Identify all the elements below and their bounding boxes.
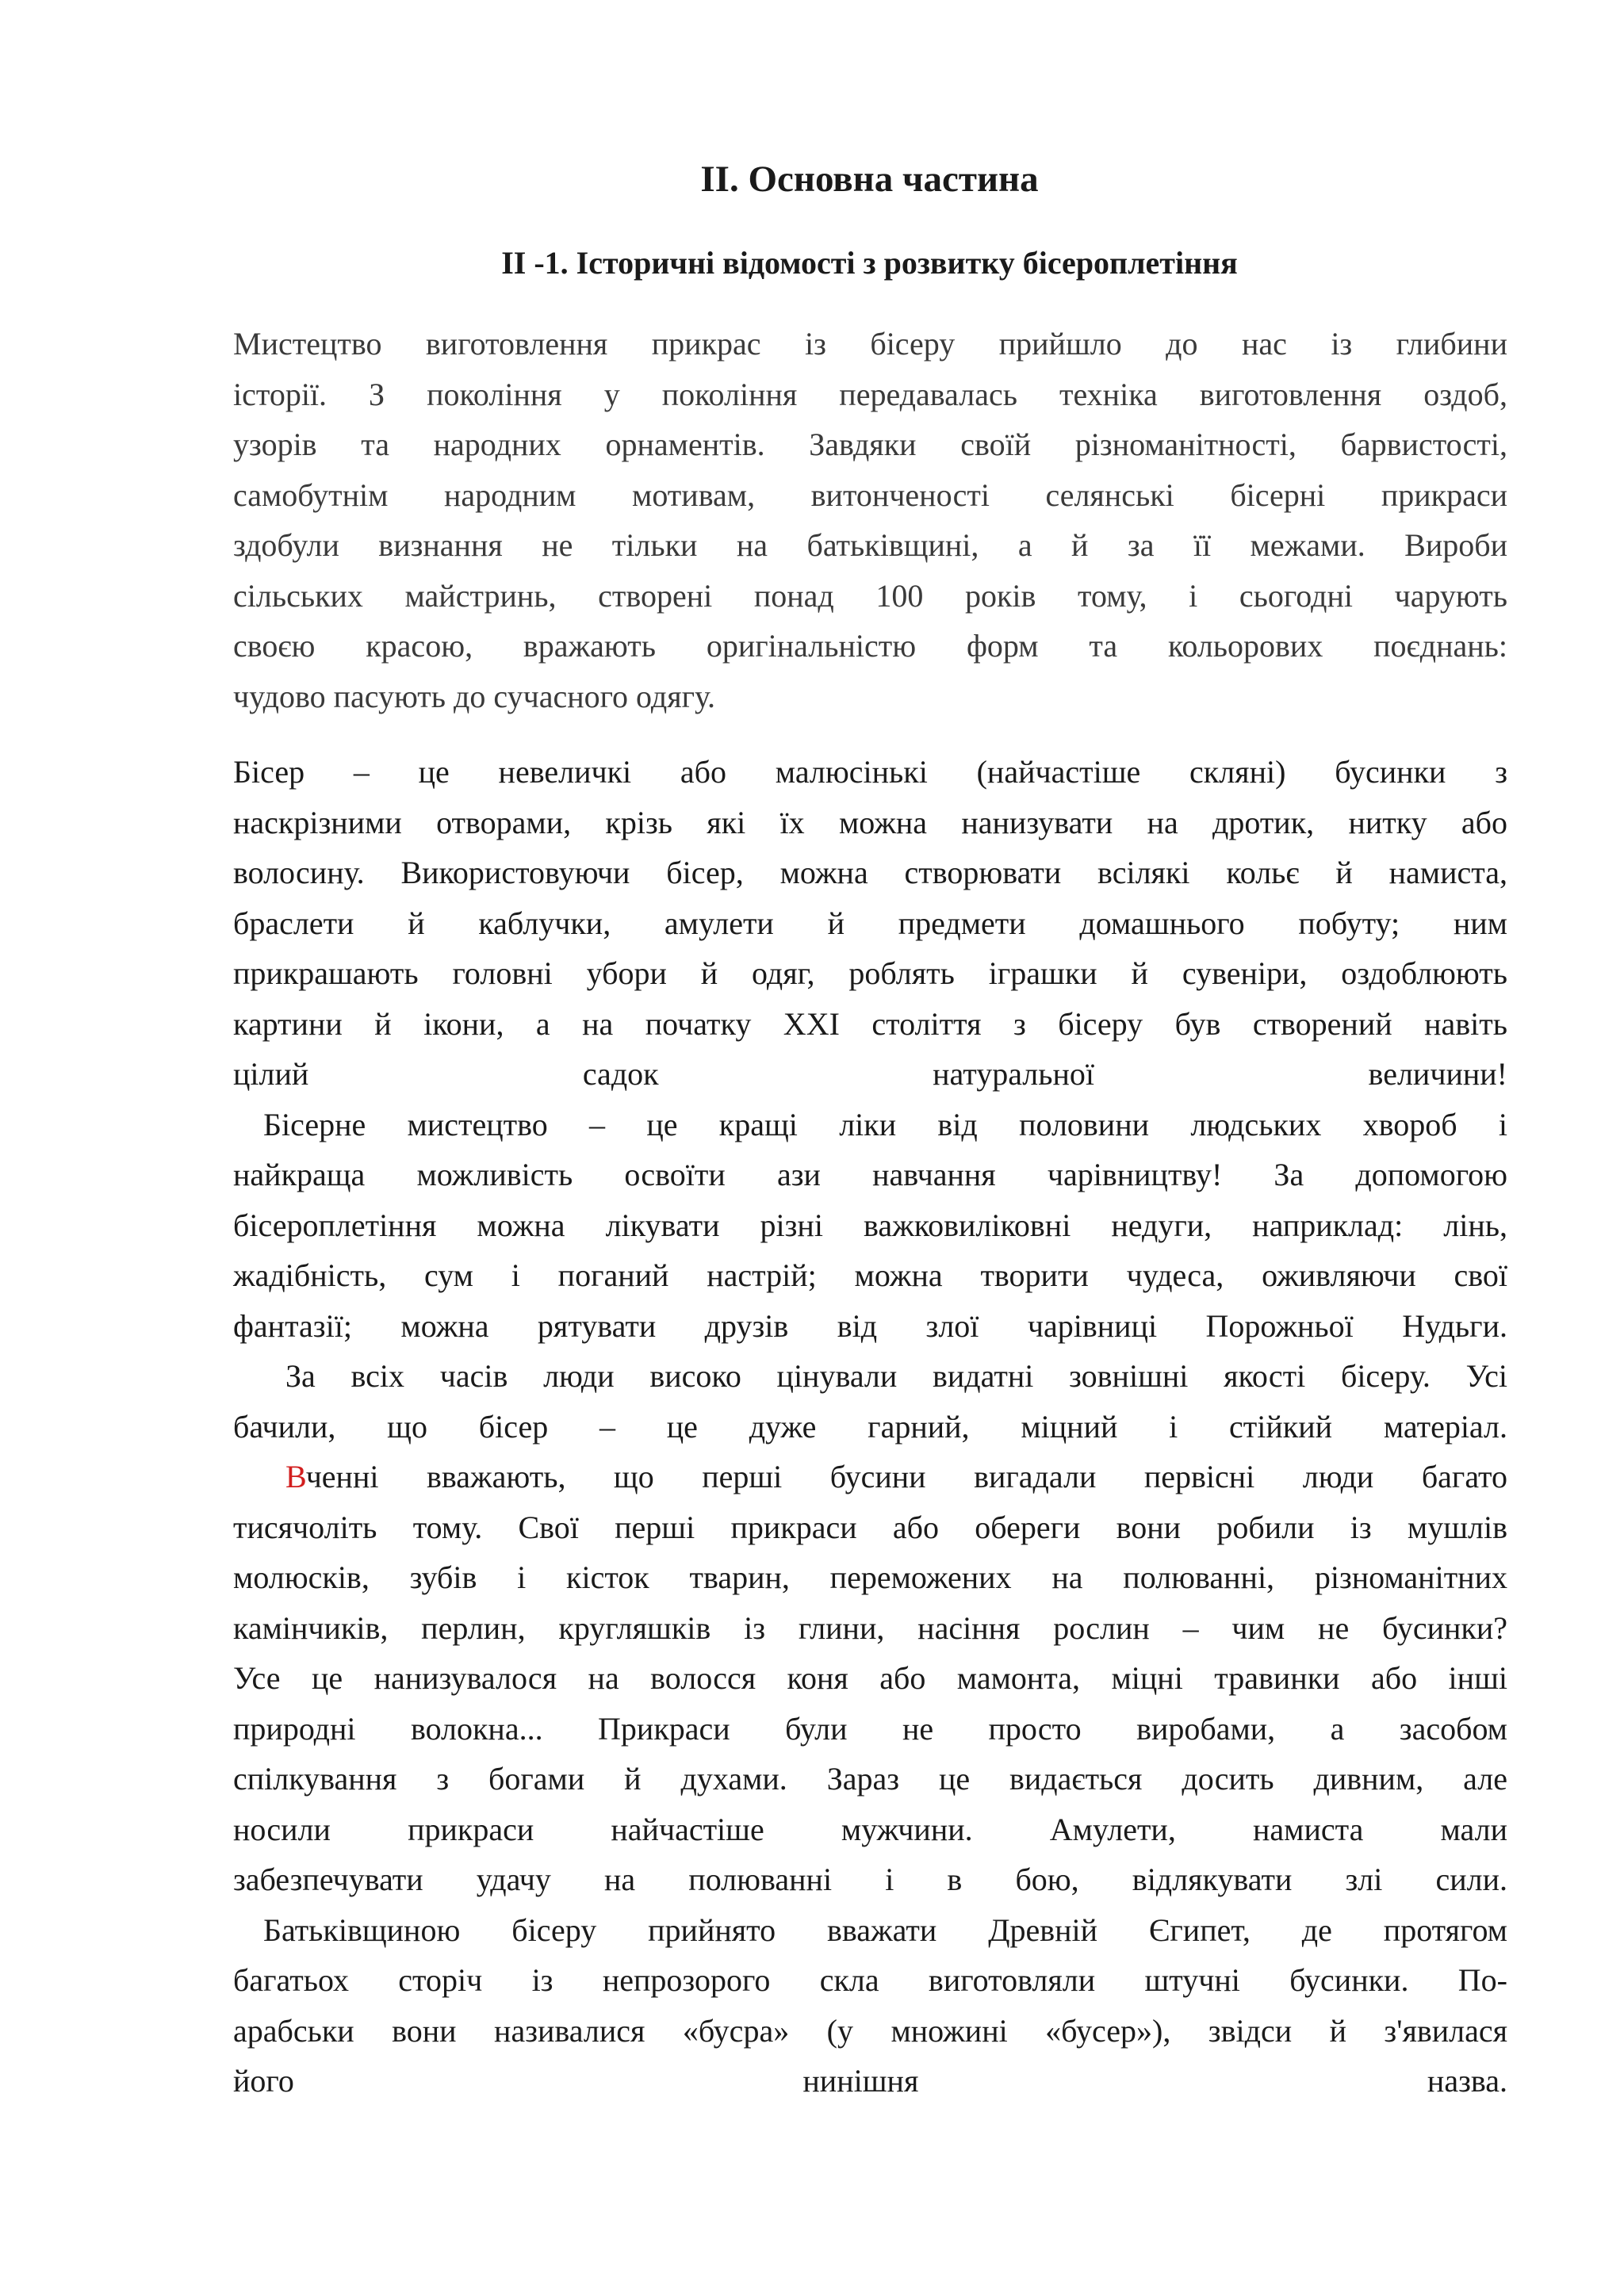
red-drop-letter: В (285, 1459, 306, 1494)
paragraph-line: жадібність, сум і поганий настрій; можна творити чудеса, оживляючи свої (233, 1257, 1507, 1293)
paragraph-line: тисячоліть тому. Свої перші прикраси або обереги вони робили із мушлів (233, 1509, 1507, 1545)
paragraph-line: Усе це нанизувалося на волосся коня або мамонта, міцні травинки або інші (233, 1660, 1507, 1696)
paragraph-line: Мистецтво виготовлення прикрас із бісеру прийшло до нас із глибини (233, 326, 1507, 362)
paragraph-line: Бісер – це невеличкі або малюсінькі (найчастіше скляні) бусинки з (233, 754, 1507, 790)
paragraph-line: бачили, що бісер – це дуже гарний, міцний і стійкий матеріал. (233, 1408, 1507, 1445)
paragraph-line: наскрізними отворами, крізь які їх можна нанизувати на дротик, нитку або (233, 804, 1507, 840)
paragraph-line: його нинішня назва. (233, 2063, 1507, 2099)
paragraph-line: арабськи вони називалися «бусра» (у множині «бусер»), звідси й з'явилася (233, 2012, 1507, 2049)
paragraph-line: здобули визнання не тільки на батьківщині, а й за її межами. Вироби (233, 527, 1507, 563)
paragraph-line: камінчиків, перлин, кругляшків із глини, насіння рослин – чим не бусинки? (233, 1609, 1507, 1646)
paragraph-line: найкраща можливість освоїти ази навчання чарівництву! За допомогою (233, 1157, 1507, 1192)
paragraph-line: багатьох сторіч із непрозорого скла виготовляли штучні бусинки. По- (233, 1962, 1507, 1998)
paragraph-line: цілий садок натуральної величини! (233, 1056, 1507, 1092)
paragraph-line: природні волокна... Прикраси були не просто виробами, а засобом (233, 1710, 1507, 1747)
paragraph-line: браслети й каблучки, амулети й предмети домашнього побуту; ним (233, 905, 1507, 941)
paragraph-line: фантазії; можна рятувати друзів від злої чарівниці Порожньої Нудьги. (233, 1307, 1507, 1344)
subsection-heading: ІІ -1. Історичні відомості з розвитку бісероплетіння (501, 245, 1238, 281)
paragraph-line-with-red-letter (233, 1452, 1507, 1502)
paragraph-line: спілкування з богами й духами. Зараз це видається досить дивним, але (233, 1761, 1507, 1797)
paragraph-line-rest: ченні вважають, що перші бусини вигадали первісні люди багато (305, 1459, 1507, 1494)
paragraph-line: узорів та народних орнаментів. Завдяки своїй різноманітності, барвистості, (233, 427, 1507, 462)
paragraph-line: забезпечувати удачу на полюванні і в бою, відлякувати злі сили. (233, 1862, 1507, 1897)
paragraph-line: чудово пасують до сучасного одягу. (233, 678, 716, 714)
paragraph-line: Батьківщиною бісеру прийнято вважати Древній Єгипет, де протягом (263, 1911, 1507, 1948)
intro-paragraph (233, 319, 1507, 721)
paragraph-line: прикрашають головні убори й одяг, роблять іграшки й сувеніри, оздоблюють (233, 955, 1507, 991)
section-heading: ІІ. Основна частина (700, 159, 1039, 200)
paragraph-line: молюсків, зубів і кісток тварин, переможених на полюванні, різноманітних (233, 1559, 1507, 1595)
paragraph-line: самобутнім народним мотивам, витонченості селянські бісерні прикраси (233, 476, 1507, 513)
paragraph-line: сільських майстринь, створені понад 100 років тому, і сьогодні чарують (233, 577, 1507, 614)
paragraph-line: носили прикраси найчастіше мужчини. Амулети, намиста мали (233, 1811, 1507, 1847)
paragraph-line: своєю красою, вражають оригінальністю форм та кольорових поєднань: (233, 628, 1507, 664)
paragraph-line: волосину. Використовуючи бісер, можна створювати всілякі кольє й намиста, (233, 855, 1507, 890)
paragraph-line: історії. З покоління у покоління передавалась техніка виготовлення оздоб, (233, 376, 1507, 412)
paragraph-line: бісероплетіння можна лікувати різні важковиліковні недуги, наприклад: лінь, (233, 1207, 1507, 1243)
paragraph-line: За всіх часів люди високо цінували видатні зовнішні якості бісеру. Усі (285, 1358, 1507, 1394)
paragraph-line: картини й ікони, а на початку XXI століття з бісеру був створений навіть (233, 1005, 1507, 1042)
main-paragraph (233, 747, 1507, 2107)
paragraph-line: Бісерне мистецтво – це кращі ліки від половини людських хвороб і (263, 1106, 1507, 1142)
